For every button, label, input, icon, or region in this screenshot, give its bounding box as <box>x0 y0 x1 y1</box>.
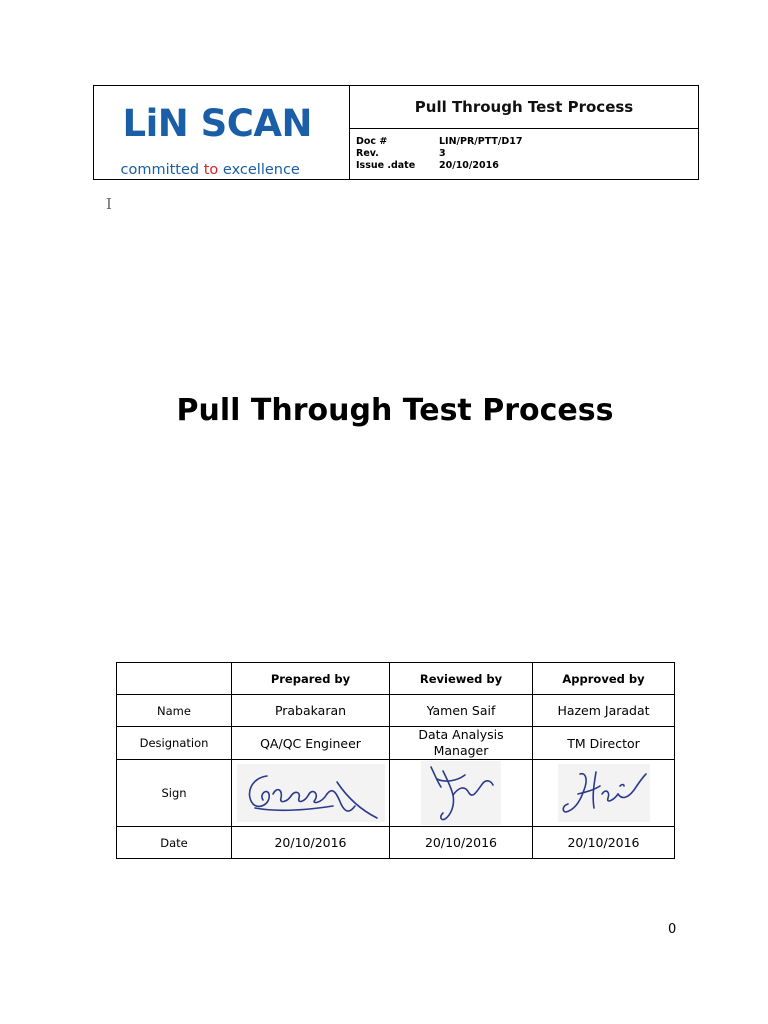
logo-tagline-part-1: committed <box>120 161 204 178</box>
linscan-logo <box>119 101 325 178</box>
table-cell: Yamen Saif <box>390 695 533 727</box>
meta-row-revision <box>356 148 698 160</box>
page-number: 0 <box>668 922 677 937</box>
row-label: Date <box>117 827 232 859</box>
meta-value: 3 <box>439 148 446 159</box>
signature-approved <box>558 764 650 822</box>
row-label: Designation <box>117 727 232 760</box>
table-header-empty <box>117 663 232 695</box>
document-title: Pull Through Test Process <box>176 393 614 428</box>
header-info-cell <box>350 86 698 179</box>
document-meta <box>350 129 698 172</box>
table-cell: QA/QC Engineer <box>232 727 390 760</box>
table-cell <box>232 760 390 827</box>
table-header-row <box>117 663 675 695</box>
meta-row-doc-number <box>356 136 698 148</box>
table-cell: TM Director <box>533 727 675 760</box>
header-title-row <box>350 86 698 129</box>
text-cursor-icon: I <box>106 195 112 213</box>
table-cell: Hazem Jaradat <box>533 695 675 727</box>
signature-prepared <box>237 764 385 822</box>
table-header-prepared-by: Prepared by <box>232 663 390 695</box>
document-header <box>93 85 699 180</box>
table-cell: 20/10/2016 <box>533 827 675 859</box>
meta-value: 20/10/2016 <box>439 160 499 171</box>
table-header-reviewed-by: Reviewed by <box>390 663 533 695</box>
table-cell: 20/10/2016 <box>390 827 533 859</box>
table-cell: 20/10/2016 <box>232 827 390 859</box>
table-row-name <box>117 695 675 727</box>
logo-tagline-part-2: to <box>203 161 219 178</box>
table-cell: Prabakaran <box>232 695 390 727</box>
table-cell <box>390 760 533 827</box>
table-row-sign <box>117 760 675 827</box>
logo-tagline <box>121 161 300 179</box>
meta-value: LIN/PR/PTT/D17 <box>439 136 523 147</box>
meta-label: Issue .date <box>356 160 416 171</box>
table-cell <box>533 760 675 827</box>
meta-row-issue-date <box>356 160 698 172</box>
table-cell: Data Analysis Manager <box>390 727 533 760</box>
logo-tagline-part-3: excellence <box>218 161 300 178</box>
signature-reviewed <box>421 761 501 825</box>
logo-wordmark: LiN SCAN <box>122 101 313 145</box>
table-row-date <box>117 827 675 859</box>
row-label: Name <box>117 695 232 727</box>
header-title: Pull Through Test Process <box>414 98 634 116</box>
row-label: Sign <box>117 760 232 827</box>
table-row-designation <box>117 727 675 760</box>
logo-cell <box>94 86 350 179</box>
table-header-approved-by: Approved by <box>533 663 675 695</box>
meta-label: Rev. <box>356 148 379 159</box>
approval-table <box>116 662 675 859</box>
meta-label: Doc # <box>356 136 388 147</box>
